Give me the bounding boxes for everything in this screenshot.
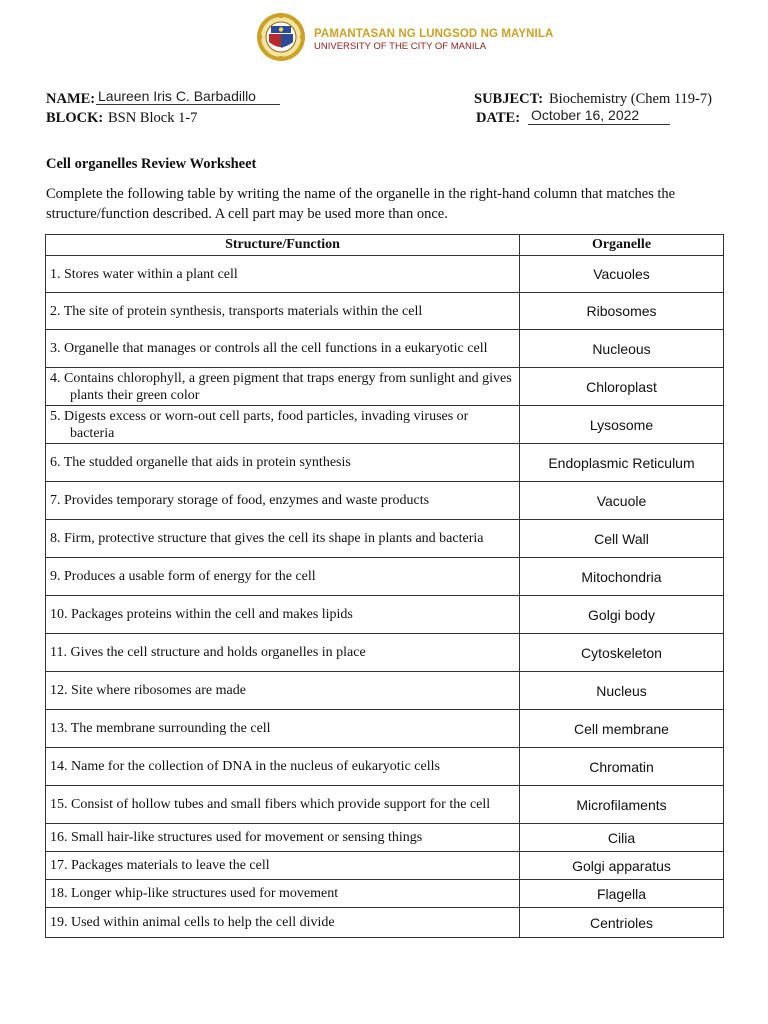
table-row: [46, 444, 724, 482]
organelle-answer: Lysosome: [520, 406, 724, 444]
worksheet-instructions: Complete the following table by writing the name of the organelle in the right-hand column that matches the structure/function described. A cell part may be used more than once.: [46, 186, 676, 222]
table-row: [46, 748, 724, 786]
table-row: [46, 256, 724, 293]
organelle-answer: Centrioles: [520, 908, 724, 938]
function-cell: 12. Site where ribosomes are made: [46, 672, 520, 710]
date-label: DATE:: [476, 110, 521, 126]
function-cell: 2. The site of protein synthesis, transports materials within the cell: [46, 293, 520, 330]
function-cell: 19. Used within animal cells to help the cell divide: [46, 908, 520, 938]
table-header-row: [46, 235, 724, 256]
function-cell: 8. Firm, protective structure that gives the cell its shape in plants and bacteria: [46, 520, 520, 558]
subject-label: SUBJECT:: [474, 91, 544, 107]
header-organelle: Organelle: [520, 235, 724, 256]
subject-value: Biochemistry (Chem 119-7): [549, 91, 712, 107]
organelle-table: [45, 234, 724, 938]
function-cell: 10. Packages proteins within the cell and makes lipids: [46, 596, 520, 634]
organelle-answer: Endoplasmic Reticulum: [520, 444, 724, 482]
function-cell: 1. Stores water within a plant cell: [46, 256, 520, 293]
worksheet-title: Cell organelles Review Worksheet: [46, 156, 257, 172]
organelle-answer: Chloroplast: [520, 368, 724, 406]
organelle-answer: Nucleous: [520, 330, 724, 368]
organelle-answer: Cell Wall: [520, 520, 724, 558]
table-row: [46, 482, 724, 520]
function-cell: 4. Contains chlorophyll, a green pigment that traps energy from sunlight and gives plants their green color: [46, 368, 520, 406]
organelle-answer: Vacuole: [520, 482, 724, 520]
organelle-answer: Vacuoles: [520, 256, 724, 293]
table-row: [46, 330, 724, 368]
header-structure-function: Structure/Function: [46, 235, 520, 256]
function-cell: 14. Name for the collection of DNA in the nucleus of eukaryotic cells: [46, 748, 520, 786]
date-underline: [528, 124, 670, 125]
organelle-answer: Golgi body: [520, 596, 724, 634]
function-cell: 3. Organelle that manages or controls all the cell functions in a eukaryotic cell: [46, 330, 520, 368]
organelle-answer: Mitochondria: [520, 558, 724, 596]
function-cell: 16. Small hair-like structures used for movement or sensing things: [46, 824, 520, 852]
block-label: BLOCK:: [46, 110, 104, 126]
table-row: [46, 406, 724, 444]
university-subtitle: UNIVERSITY OF THE CITY OF MANILA: [314, 41, 487, 52]
function-cell: 15. Consist of hollow tubes and small fibers which provide support for the cell: [46, 786, 520, 824]
function-cell: 11. Gives the cell structure and holds organelles in place: [46, 634, 520, 672]
organelle-answer: Ribosomes: [520, 293, 724, 330]
organelle-answer: Golgi apparatus: [520, 852, 724, 880]
organelle-answer: Microfilaments: [520, 786, 724, 824]
table-row: [46, 293, 724, 330]
name-label: NAME:: [46, 91, 96, 107]
name-underline: [96, 104, 280, 105]
table-row: [46, 710, 724, 748]
table-row: [46, 596, 724, 634]
university-name: PAMANTASAN NG LUNGSOD NG MAYNILA: [314, 28, 554, 40]
function-cell: 5. Digests excess or worn-out cell parts, food particles, invading viruses or bacteria: [46, 406, 520, 444]
table-row: [46, 824, 724, 852]
table-row: [46, 672, 724, 710]
function-cell: 6. The studded organelle that aids in protein synthesis: [46, 444, 520, 482]
table-row: [46, 368, 724, 406]
table-row: [46, 558, 724, 596]
function-cell: 13. The membrane surrounding the cell: [46, 710, 520, 748]
function-cell: 7. Provides temporary storage of food, enzymes and waste products: [46, 482, 520, 520]
organelle-answer: Cilia: [520, 824, 724, 852]
table-row: [46, 852, 724, 880]
organelle-answer: Flagella: [520, 880, 724, 908]
table-row: [46, 908, 724, 938]
name-value: Laureen Iris C. Barbadillo: [98, 88, 256, 104]
function-cell: 18. Longer whip-like structures used for movement: [46, 880, 520, 908]
organelle-answer: Chromatin: [520, 748, 724, 786]
table-row: [46, 634, 724, 672]
block-value: BSN Block 1-7: [108, 110, 198, 126]
function-cell: 9. Produces a usable form of energy for the cell: [46, 558, 520, 596]
date-value: October 16, 2022: [531, 107, 640, 123]
table-row: [46, 786, 724, 824]
university-seal-icon: [256, 12, 306, 62]
table-row: [46, 880, 724, 908]
organelle-answer: Cell membrane: [520, 710, 724, 748]
function-cell: 17. Packages materials to leave the cell: [46, 852, 520, 880]
organelle-answer: Nucleus: [520, 672, 724, 710]
organelle-answer: Cytoskeleton: [520, 634, 724, 672]
table-row: [46, 520, 724, 558]
